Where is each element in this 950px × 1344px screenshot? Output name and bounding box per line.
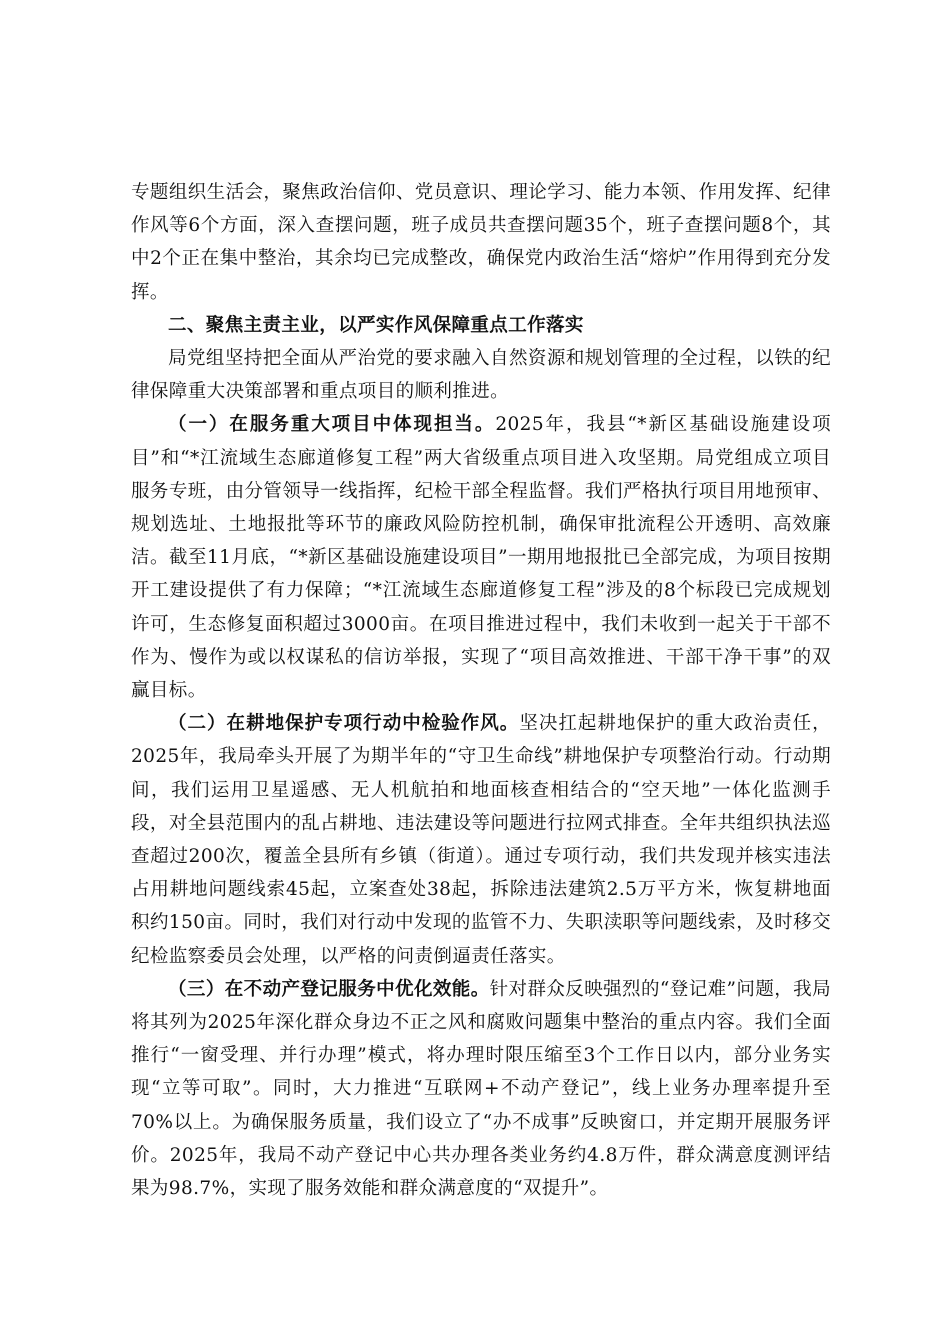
subsection-lead: （二）在耕地保护专项行动中检验作风。: [168, 713, 520, 735]
section-heading: [131, 309, 831, 342]
subsection-lead: （三）在不动产登记服务中优化效能。: [168, 978, 490, 1000]
paragraph-body: 专题组织生活会，聚焦政治信仰、党员意识、理论学习、能力本领、作用发挥、纪律作风等6个方面，深入查摆问题，班子成员共查摆问题35个，班子查摆问题8个，其中2个正在集中整治，其余均已完成整改，确保党内政治生活“熔炉”作用得到充分发挥。: [131, 182, 831, 303]
paragraph-body: 局党组坚持把全面从严治党的要求融入自然资源和规划管理的全过程，以铁的纪律保障重大决策部署和重点项目的顺利推进。: [131, 348, 831, 403]
paragraph-body: 针对群众反映强烈的“登记难”问题，我局将其列为2025年深化群众身边不正之风和腐败问题集中整治的重点内容。我们全面推行“一窗受理、并行办理”模式，将办理时限压缩至3个工作日以内，部分业务实现“立等可取”。同时，大力推进“互联网+不动产登记”，线上业务办理率提升至70%以上。为确保服务质量，我们设立了“办不成事”反映窗口，并定期开展服务评价。2025年，我局不动产登记中心共办理各类业务约4.8万件，群众满意度测评结果为98.7%，实现了服务效能和群众满意度的“双提升”。: [131, 978, 831, 1200]
paragraph-intro: [131, 342, 831, 408]
paragraph-body: 2025年，我县“*新区基础设施建设项目”和“*江流域生态廊道修复工程”两大省级重点项目进入攻坚期。局党组成立项目服务专班，由分管领导一线指挥，纪检干部全程监督。我们严格执行项目用地预审、规划选址、土地报批等环节的廉政风险防控机制，确保审批流程公开透明、高效廉洁。截至11月底，“*新区基础设施建设项目”一期用地报批已全部完成，为项目按期开工建设提供了有力保障；“*江流域生态廊道修复工程”涉及的8个标段已完成规划许可，生态修复面积超过3000亩。在项目推进过程中，我们未收到一起关于干部不作为、慢作为或以权谋私的信访举报，实现了“项目高效推进、干部干净干事”的双赢目标。: [131, 414, 831, 702]
paragraph-subsection-1: [131, 408, 831, 707]
paragraph-body: 坚决扛起耕地保护的重大政治责任，2025年，我局牵头开展了为期半年的“守卫生命线”耕地保护专项整治行动。行动期间，我们运用卫星遥感、无人机航拍和地面核查相结合的“空天地”一体化监测手段，对全县范围内的乱占耕地、违法建设等问题进行拉网式排查。全年共组织执法巡查超过200次，覆盖全县所有乡镇（街道）。通过专项行动，我们共发现并核实违法占用耕地问题线索45起，立案查处38起，拆除违法建筑2.5万平方米，恢复耕地面积约150亩。同时，我们对行动中发现的监管不力、失职渎职等问题线索，及时移交纪检监察委员会处理，以严格的问责倒逼责任落实。: [131, 713, 831, 967]
paragraph-subsection-2: [131, 707, 831, 973]
paragraph-subsection-3: [131, 973, 831, 1205]
section-heading-text: 二、聚焦主责主业，以严实作风保障重点工作落实: [168, 314, 584, 336]
paragraph-continuation: [131, 176, 831, 309]
subsection-lead: （一）在服务重大项目中体现担当。: [168, 414, 496, 436]
document-page: [131, 176, 831, 1205]
